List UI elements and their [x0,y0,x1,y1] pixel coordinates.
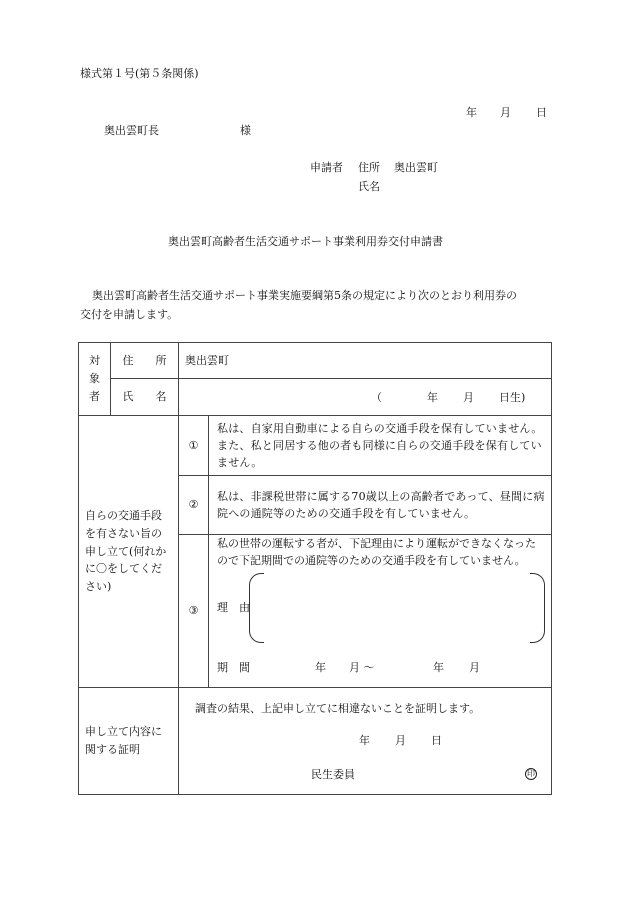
addressee-honorific: 様 [240,124,251,137]
applicant-label: 申請者 [310,161,343,174]
certification-statement: 調査の結果、上記申し立てに相違ないことを証明します。 [195,702,481,716]
subject-label-char: 対 [89,354,100,368]
birth-paren: （ [371,391,382,405]
subject-label-char: 象 [89,372,100,386]
cert-year: 年 [359,734,370,748]
option-3-number[interactable]: ③ [179,534,209,687]
date-day: 日 [536,106,547,119]
reason-label: 理 由 [217,600,250,614]
option-3-cell [209,534,552,687]
period-to-month: 月 [469,660,480,674]
cert-day: 日 [431,734,442,748]
certification-cell [179,688,552,795]
no-transport-label: 自らの交通手段を有さない旨の申し立て(何れかに〇をしてください) [79,415,179,687]
subject-label-char: 者 [89,389,100,403]
reason-field[interactable] [265,575,535,639]
document-title: 奥出雲町高齢者生活交通サポート事業利用券交付申請書 [168,235,443,248]
birth-month: 月 [463,391,474,405]
seal-mark: 印 [527,769,535,779]
subject-address-value: 奥出雲町 [179,343,552,379]
option-3-text: 私の世帯の運転する者が、下記理由により運転ができなくなったので下記期間での通院等のための交通手段を有していません。 [217,536,536,567]
period-to-year: 年 [433,660,444,674]
date-year: 年 [466,106,477,119]
date-month: 月 [500,106,511,119]
cert-month: 月 [395,734,406,748]
form-number: 様式第１号(第５条関係) [80,67,199,80]
birth-day: 日生) [499,391,526,405]
application-table [78,342,552,795]
subject-label-cell [79,343,111,416]
committee-label: 民生委員 [311,768,355,782]
subject-name-field[interactable] [179,379,552,415]
period-from-month: 月 〜 [349,660,375,674]
period-from-year: 年 [315,660,326,674]
addressee-name: 奥出雲町長 [104,124,159,137]
reason-bracket-left [249,573,264,643]
applicant-name-label: 氏名 [358,180,380,193]
option-1-number[interactable]: ① [179,415,209,476]
intro-line-2: 交付を申請します。 [80,308,179,321]
option-1-text: 私は、自家用自動車による自らの交通手段を保有していません。また、私と同居する他の者も同様に自らの交通手段を保有していません。 [209,415,552,476]
period-label: 期 間 [217,660,250,674]
birth-year: 年 [427,391,438,405]
option-2-number[interactable]: ② [179,476,209,535]
subject-name-label: 氏 名 [111,379,179,415]
subject-address-label: 住 所 [111,343,179,379]
intro-line-1: 奥出雲町高齢者生活交通サポート事業実施要綱第5条の規定により次のとおり利用券の [92,289,517,302]
certification-label: 申し立て内容に関する証明 [79,688,179,795]
applicant-address-label: 住所 [358,161,380,174]
applicant-address-value: 奥出雲町 [394,161,438,174]
option-2-text: 私は、非課税世帯に属する70歳以上の高齢者であって、昼間に病院への通院等のための交通手段を有していません。 [209,476,552,535]
